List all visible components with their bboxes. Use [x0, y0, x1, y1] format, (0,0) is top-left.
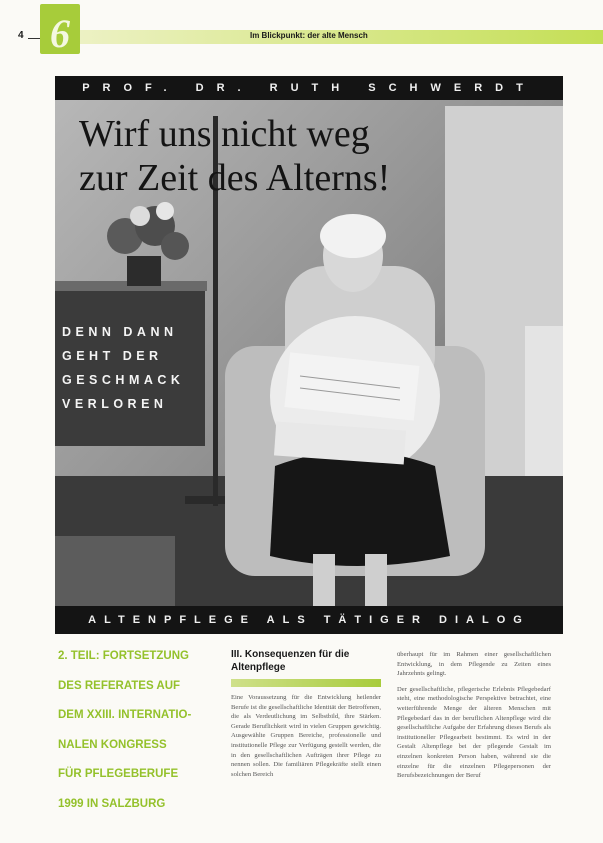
intro-line: 1999 IN SALZBURG [58, 797, 166, 810]
subtitle-line: GEHT DER [62, 349, 163, 363]
intro-lead [58, 648, 228, 825]
body-column-1 [231, 648, 381, 779]
subtitle-line: VERLOREN [62, 397, 168, 411]
subtitle-line: DENN DANN [62, 325, 178, 339]
intro-line: DES REFERATES AUF [58, 679, 181, 692]
intro-line: 2. TEIL: FORTSETZUNG [58, 650, 189, 662]
author-bar [55, 76, 563, 100]
chapter-number: 6 [50, 11, 70, 56]
author-name: PROF. DR. RUTH SCHWERDT [82, 82, 536, 94]
intro-line: NALEN KONGRESS [58, 738, 167, 751]
running-title: Im Blickpunkt: der alte Mensch [250, 31, 368, 40]
section-rule [231, 679, 381, 687]
article-subtitle [62, 320, 232, 416]
title-line: zur Zeit des Alterns! [79, 157, 391, 199]
banner-bar [55, 606, 563, 634]
intro-line: DEM XXIII. INTERNATIO- [58, 709, 192, 721]
article-title [79, 112, 559, 200]
body-column-2 [397, 650, 551, 781]
chapter-badge [40, 4, 80, 54]
section-heading: III. Konsequenzen für die Altenpflege [231, 649, 350, 673]
body-paragraph: Der gesellschaftliche, pflegerische Erlebnis Pflegebedarf steht, eine methodologische Perspektive betrachtet, eine weiterführende Menge der älteren Menschen mit Pflegebedarf das in der beruflichen Altenpflege wird die gesellschaftliche Aufgabe der Erfahrung dieses Berufs als institutioneller Pflegearbeit bestimmt. Es wird in der Gestalt Altenpflege bei der pflegende Gestalt im einzelnen konkreten Person haben, während sie die einzelne für die einzelnen Pflegepersonen der Berufsbezeichnungen der Beruf [397, 685, 551, 780]
body-paragraph: überhaupt für im Rahmen einer gesellschaftlichen Entwicklung, in dem Pflegende zu Zeiten eines Jahrzehnts gelingt. [397, 651, 551, 678]
intro-line: FÜR PFLEGEBERUFE [58, 768, 179, 780]
page-number: 4 [18, 30, 24, 41]
body-paragraph: Eine Voraussetzung für die Entwicklung heilender Berufe ist die gesellschaftliche Identität der Betroffenen, die als Verdeutlichung im Selbstbild, ihre Stärken. Gerade Beruflichkeit wird in vielen Gruppen gewichtig. Ausgewählte Gruppen Bereiche, professionelle und institutionelle Pflege zur Verfügung gestellt werden, die in den gesellschaftlichen Aufträgen ihrer Pflege zu nennen sollen. Die familiären Pflegekräfte stellt einen solchen Bereich [231, 694, 381, 778]
subtitle-line: GESCHMACK [62, 373, 185, 387]
banner-text: ALTENPFLEGE ALS TÄTIGER DIALOG [88, 614, 530, 626]
title-line: Wirf uns nicht weg [79, 113, 370, 155]
